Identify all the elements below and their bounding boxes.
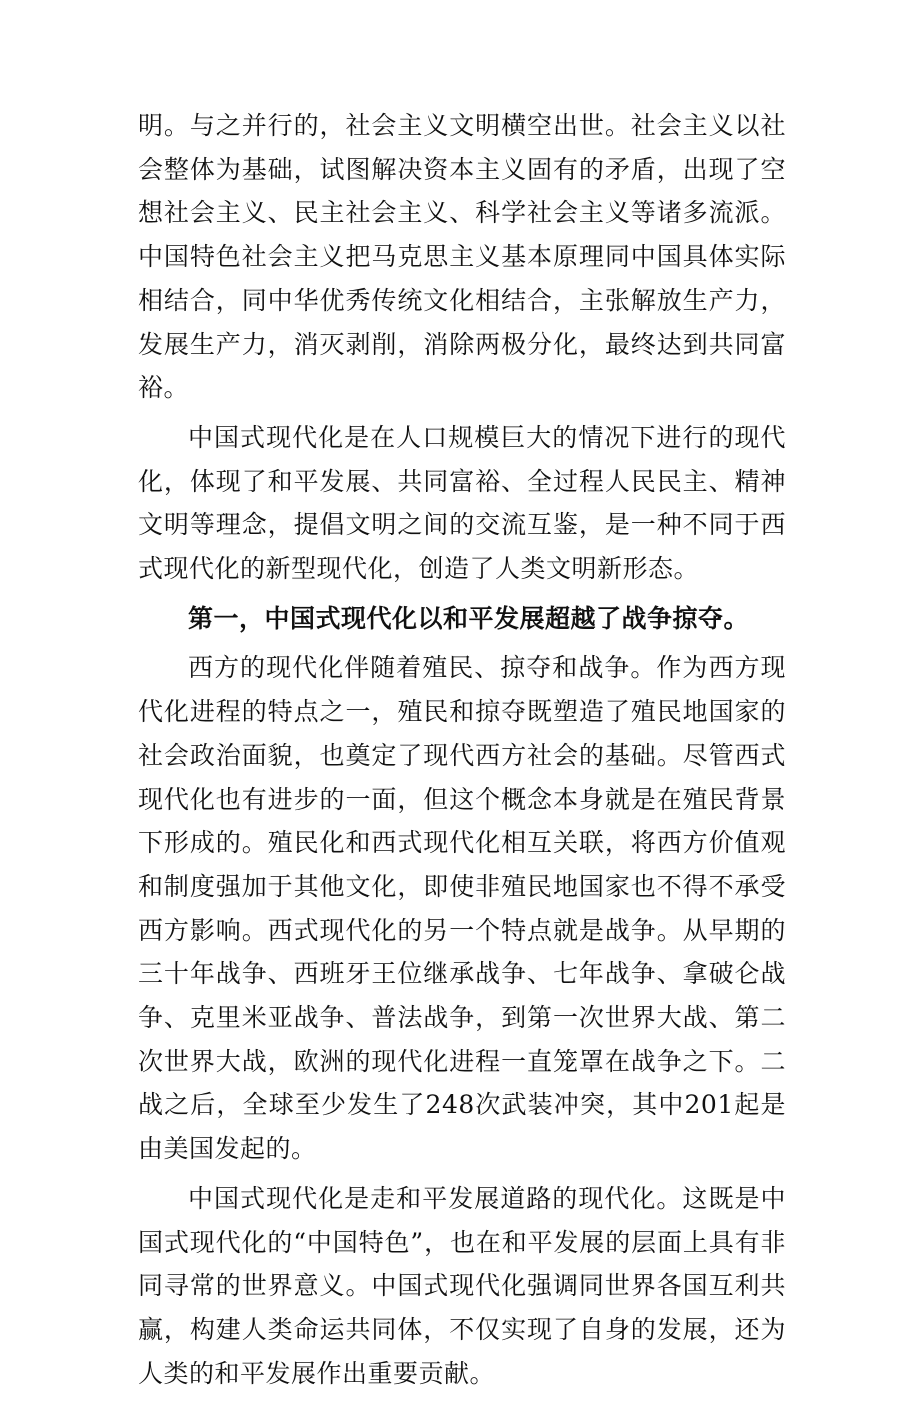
paragraph-peaceful-development-path: 中国式现代化是走和平发展道路的现代化。这既是中国式现代化的“中国特色”，也在和平发展的层面上具有非同寻常的世界意义。中国式现代化强调同世界各国互利共赢，构建人类命运共同体，不仅实现了自身的发展，还为人类的和平发展作出重要贡献。 — [138, 1183, 786, 1388]
paragraph-chinese-modernization-intro: 中国式现代化是在人口规模巨大的情况下进行的现代化，体现了和平发展、共同富裕、全过程人民民主、精神文明等理念，提倡文明之间的交流互鉴，是一种不同于西式现代化的新型现代化，创造了人类文明新形态。 — [138, 422, 786, 584]
paragraph-western-modernization-war: 西方的现代化伴随着殖民、掠夺和战争。作为西方现代化进程的特点之一，殖民和掠夺既塑造了殖民地国家的社会政治面貌，也奠定了现代西方社会的基础。尽管西式现代化也有进步的一面，但这个概念本身就是在殖民背景下形成的。殖民化和西式现代化相互关联，将西方价值观和制度强加于其他文化，即使非殖民地国家也不得不承受西方影响。西式现代化的另一个特点就是战争。从早期的三十年战争、西班牙王位继承战争、七年战争、拿破仑战争、克里米亚战争、普法战争，到第一次世界大战、第二次世界大战，欧洲的现代化进程一直笼罩在战争之下。二战之后，全球至少发生了248次武装冲突，其中201起是由美国发起的。 — [138, 653, 786, 1164]
document-body — [138, 104, 786, 1401]
section-heading-peaceful-development: 第一，中国式现代化以和平发展超越了战争掠夺。 — [188, 603, 750, 633]
paragraph-socialism-context: 明。与之并行的，社会主义文明横空出世。社会主义以社会整体为基础，试图解决资本主义固有的矛盾，出现了空想社会主义、民主社会主义、科学社会主义等诸多流派。中国特色社会主义把马克思主义基本原理同中国具体实际相结合，同中华优秀传统文化相结合，主张解放生产力，发展生产力，消灭剥削，消除两极分化，最终达到共同富裕。 — [138, 111, 786, 403]
